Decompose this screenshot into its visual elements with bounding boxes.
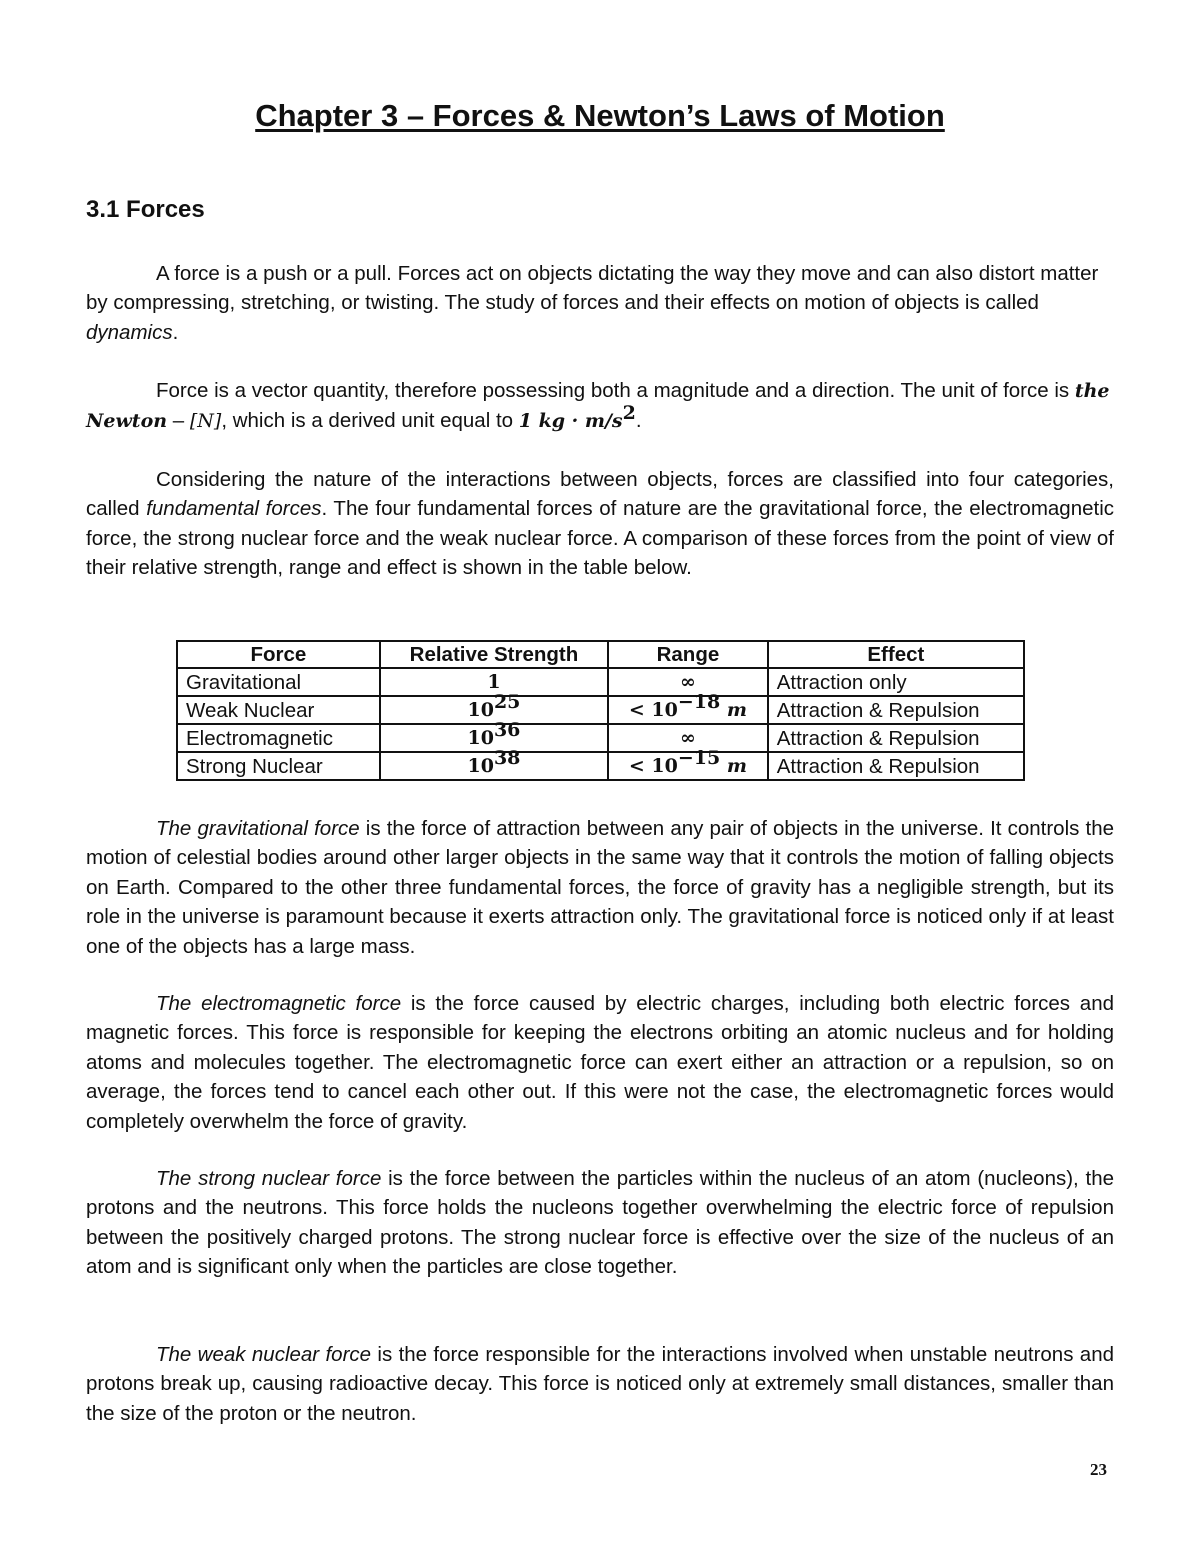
gravitational-force-term: The gravitational force	[156, 817, 360, 840]
strength-cell: 1	[380, 668, 608, 696]
unit-name: the Newton	[86, 380, 1110, 433]
paragraph-gravitational-force: The gravitational force is the force of attraction between any pair of objects in the universe. It controls the motion of celestial bodies around other larger objects in the same way that it controls the motion of falling objects on Earth. Compared to the other three fundamental forces, the force of gravity has a negligible strength, but its role in the universe is paramount because it exerts attraction only. The gravitational force is noticed only if at least one of the objects has a large mass.	[86, 817, 1114, 958]
effect-cell: Attraction & Repulsion	[768, 696, 1024, 724]
dynamics-term: dynamics	[86, 320, 173, 344]
table-row	[177, 724, 1024, 752]
force-name-cell: Electromagnetic	[177, 724, 380, 752]
paragraph-fundamental-forces: Considering the nature of the interactions between objects, forces are classified into four categories, called fundamental forces. The four fundamental forces of nature are the gravitational force, the electromagnetic force, the strong nuclear force and the weak nuclear force. A comparison of these forces from the point of view of their relative strength, range and effect is shown in the table below.	[86, 468, 1114, 580]
paragraph-weak-nuclear-force: The weak nuclear force is the force responsible for the interactions involved when unstable neutrons and protons break up, causing radioactive decay. This force is noticed only at extremely small distances, smaller than the size of the proton or the neutron.	[86, 1343, 1115, 1425]
weak-nuclear-force-term: The weak nuclear force	[156, 1343, 372, 1366]
strength-cell: $10^{25}$	[380, 696, 608, 724]
forces-comparison-table	[176, 640, 1025, 781]
fundamental-forces-term: fundamental forces	[146, 497, 322, 521]
page-number: 23	[1090, 1460, 1107, 1479]
force-name-cell: Strong Nuclear	[177, 752, 380, 780]
unit-exponent: 2	[622, 402, 636, 425]
effect-cell: Attraction only	[768, 668, 1024, 696]
header-effect: Effect	[768, 641, 1024, 668]
unit-symbol: [N]	[189, 410, 222, 433]
force-name-cell: Weak Nuclear	[177, 696, 380, 724]
paragraph-strong-nuclear-force: The strong nuclear force is the force between the particles within the nucleus of an atom (nucleons), the protons and the neutrons. This force holds the nucleons together overwhelming the electric force of repulsion between the positively charged protons. The strong nuclear force is effective over the size of the nucleus of an atom and is significant only when the particles are close together.	[86, 1167, 1114, 1279]
strength-cell: $10^{36}$	[380, 724, 608, 752]
range-cell: ∞	[608, 668, 768, 696]
paragraph-force-definition: A force is a push or a pull. Forces act on objects dictating the way they move and can also distort matter by compressing, stretching, or twisting. The study of forces and their effects on motion of objects is called dynamics.	[86, 262, 1099, 344]
effect-cell: Attraction & Repulsion	[768, 752, 1024, 780]
table-row	[177, 696, 1024, 724]
range-cell: ∞	[608, 724, 768, 752]
table-row	[177, 668, 1024, 696]
table-row	[177, 752, 1024, 780]
table-header-row	[177, 641, 1024, 668]
range-cell: < $10^{-15}$ m	[608, 752, 768, 780]
strong-nuclear-force-term: The strong nuclear force	[156, 1167, 382, 1190]
range-cell: < $10^{-18}$ m	[608, 696, 768, 724]
chapter-title: Chapter 3 – Forces & Newton’s Laws of Motion	[255, 98, 945, 133]
strength-cell: $10^{38}$	[380, 752, 608, 780]
header-range: Range	[608, 641, 768, 668]
paragraph-force-unit: Force is a vector quantity, therefore possessing both a magnitude and a direction. The unit of force is the Newton – [N], which is a derived unit equal to 1 kg · $m/s^2$.	[86, 379, 1110, 433]
header-relative-strength: Relative Strength	[380, 641, 608, 668]
electromagnetic-force-term: The electromagnetic force	[156, 992, 402, 1015]
unit-value: 1 kg · m/s	[518, 410, 623, 433]
paragraph-electromagnetic-force: The electromagnetic force is the force caused by electric charges, including both electric forces and magnetic forces. This force is responsible for keeping the electrons orbiting an atomic nucleus and for holding atoms and molecules together. The electromagnetic force can exert either an attraction or a repulsion, so on average, the forces tend to cancel each other out. If this were not the case, the electromagnetic forces would completely overwhelm the force of gravity.	[86, 992, 1114, 1133]
section-heading: 3.1 Forces	[86, 196, 205, 223]
force-name-cell: Gravitational	[177, 668, 380, 696]
header-force: Force	[177, 641, 380, 668]
effect-cell: Attraction & Repulsion	[768, 724, 1024, 752]
